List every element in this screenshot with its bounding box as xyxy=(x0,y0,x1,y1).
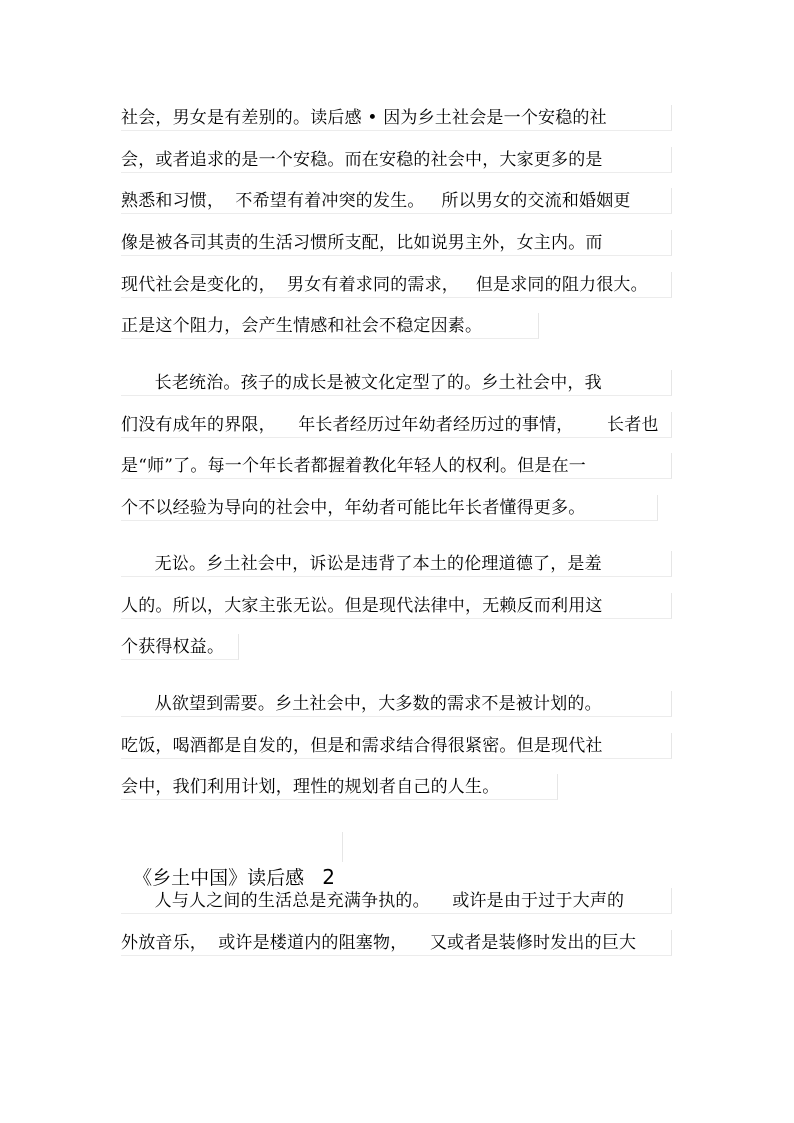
heading-title: 《乡土中国》读后感 xyxy=(133,867,305,889)
text-line: 像是被各司其责的生活习惯所支配，比如说男主外，女主内。而 xyxy=(121,230,672,256)
text-line: 是“师”了。每一个年长者都握着教化年轻人的权利。但是在一 xyxy=(121,453,672,479)
text-line: 无讼。乡土社会中，诉讼是违背了本土的伦理道德了，是羞 xyxy=(121,551,672,577)
text-line: 从欲望到需要。乡土社会中，大多数的需求不是被计划的。 xyxy=(121,691,672,717)
text-line: 个获得权益。 xyxy=(121,634,239,660)
text-line: 们没有成年的界限， 年长者经历过年幼者经历过的事情， 长者也 xyxy=(121,412,672,438)
heading-spacer xyxy=(304,867,322,889)
text-line: 现代社会是变化的， 男女有着求同的需求， 但是求同的阻力很大。 xyxy=(121,272,672,298)
text-line: 正是这个阻力，会产生情感和社会不稳定因素。 xyxy=(121,313,539,339)
text-line: 个不以经验为导向的社会中，年幼者可能比年长者懂得更多。 xyxy=(121,495,658,521)
text-line: 会，或者追求的是一个安稳。而在安稳的社会中，大家更多的是 xyxy=(121,147,672,173)
text-line: 会中，我们利用计划，理性的规划者自己的人生。 xyxy=(121,774,558,800)
text-line: 外放音乐， 或许是楼道内的阻塞物， 又或者是装修时发出的巨大 xyxy=(121,930,672,956)
text-line: 人与人之间的生活总是充满争执的。 或许是由于过于大声的 xyxy=(121,888,672,914)
heading-number: 2 xyxy=(322,865,335,889)
text-line: 长老统治。孩子的成长是被文化定型了的。乡土社会中，我 xyxy=(121,370,672,396)
text-line: 人的。所以，大家主张无讼。但是现代法律中，无赖反而利用这 xyxy=(121,593,672,619)
section-heading xyxy=(121,832,343,889)
text-line: 吃饭，喝酒都是自发的，但是和需求结合得很紧密。但是现代社 xyxy=(121,733,672,759)
text-line: 社会，男女是有差别的。读后感 • 因为乡土社会是一个安稳的社 xyxy=(121,105,672,131)
text-line: 熟悉和习惯， 不希望有着冲突的发生。 所以男女的交流和婚姻更 xyxy=(121,188,672,214)
